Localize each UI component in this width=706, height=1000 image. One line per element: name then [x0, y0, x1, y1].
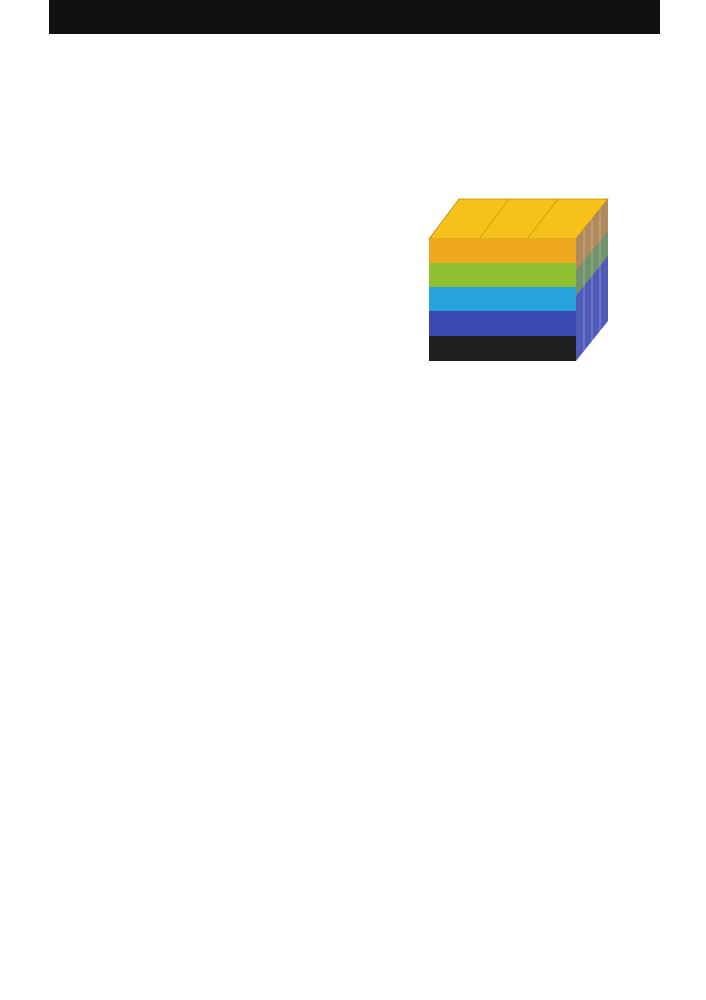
coso-cube-svg [364, 131, 660, 363]
left-column [49, 236, 345, 250]
sidebar-running-text-wrap [26, 48, 36, 298]
coso-cube-figure [364, 131, 660, 363]
cube-row-actividades [429, 287, 576, 311]
section-header [49, 0, 660, 34]
cube-row-supervision [429, 336, 576, 361]
right-column [364, 117, 660, 377]
cube-row-entorno [429, 239, 576, 263]
cube-row-informacion [429, 311, 576, 336]
cube-row-evaluacion [429, 263, 576, 287]
